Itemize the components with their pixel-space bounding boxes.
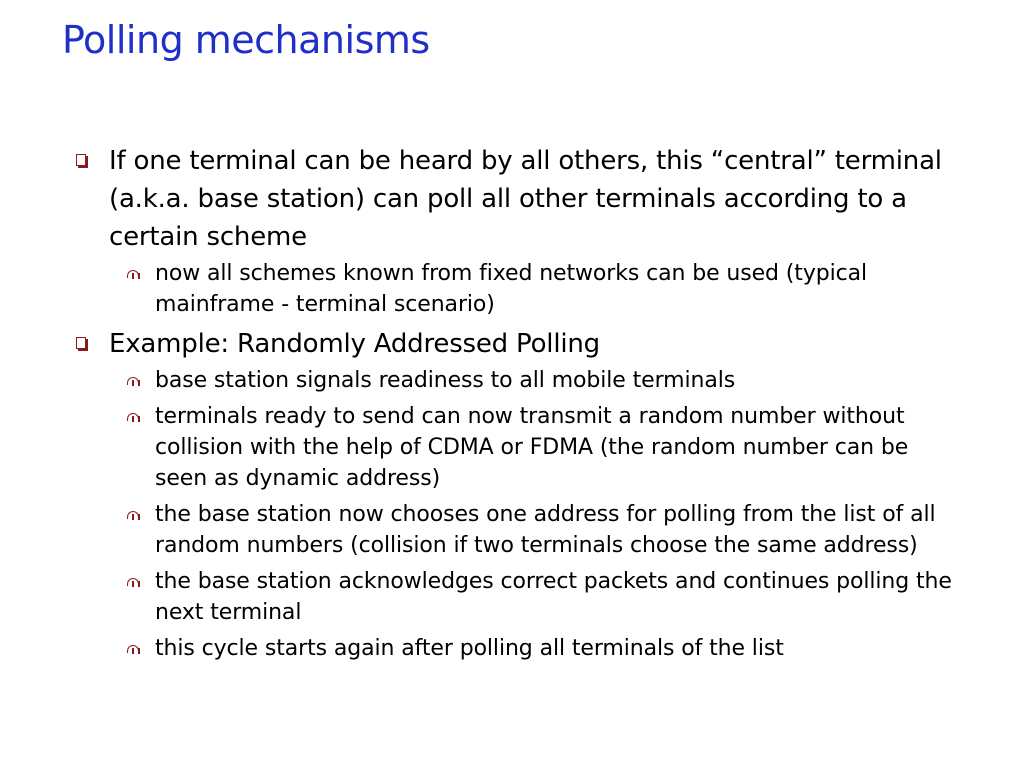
bullet-item [72, 325, 952, 664]
arch-bullet-icon [127, 270, 139, 278]
sub-bullet-item [118, 401, 952, 494]
bullet-item [72, 142, 952, 320]
bullet-text: Example: Randomly Addressed Polling [109, 329, 600, 359]
bullet-list [72, 142, 952, 669]
slide-title: Polling mechanisms [62, 18, 430, 62]
arch-bullet-icon [127, 413, 139, 421]
arch-bullet-icon [127, 511, 139, 519]
sub-bullet-text: this cycle starts again after polling all terminals of the list [155, 636, 784, 661]
arch-bullet-icon [127, 645, 139, 653]
sub-bullet-list [109, 258, 952, 320]
sub-bullet-item [118, 566, 952, 628]
sub-bullet-text: the base station now chooses one address for polling from the list of all random numbers (collision if two terminals choose the same address) [155, 502, 936, 558]
sub-bullet-text: now all schemes known from fixed networks can be used (typical mainframe - terminal scenario) [155, 261, 868, 317]
sub-bullet-text: terminals ready to send can now transmit a random number without collision with the help of CDMA or FDMA (the random number can be seen as dynamic address) [155, 404, 909, 491]
arch-bullet-icon [127, 578, 139, 586]
sub-bullet-item [118, 258, 952, 320]
square-bullet-icon [76, 337, 86, 349]
sub-bullet-text: base station signals readiness to all mobile terminals [155, 368, 736, 393]
square-bullet-icon [76, 154, 86, 166]
sub-bullet-item [118, 633, 952, 664]
sub-bullet-text: the base station acknowledges correct packets and continues polling the next terminal [155, 569, 952, 625]
sub-bullet-item [118, 365, 952, 396]
sub-bullet-list [109, 365, 952, 664]
bullet-text: If one terminal can be heard by all others, this “central” terminal (a.k.a. base station) can poll all other terminals according to a certain scheme [109, 146, 942, 252]
arch-bullet-icon [127, 377, 139, 385]
sub-bullet-item [118, 499, 952, 561]
